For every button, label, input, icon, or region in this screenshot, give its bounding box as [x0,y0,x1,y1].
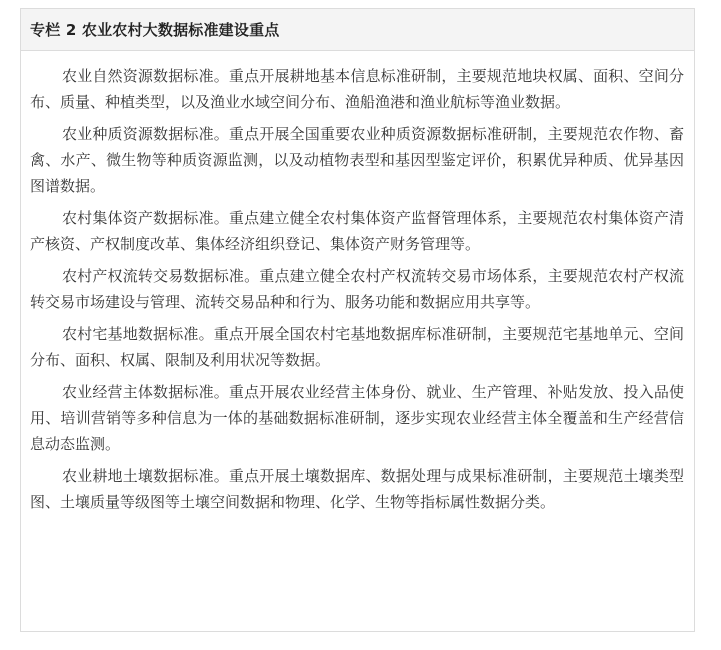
paragraph-homestead: 农村宅基地数据标准。重点开展全国农村宅基地数据库标准研制，主要规范宅基地单元、空间分布、面积、权属、限制及利用状况等数据。 [30,325,684,369]
paragraph-natural-resources: 农业自然资源数据标准。重点开展耕地基本信息标准研制，主要规范地块权属、面积、空间分布、质量、种植类型，以及渔业水域空间分布、渔船渔港和渔业航标等渔业数据。 [30,67,684,111]
paragraph-operating-entities: 农业经营主体数据标准。重点开展农业经营主体身份、就业、生产管理、补贴发放、投入品使用、培训营销等多种信息为一体的基础数据标准研制，逐步实现农业经营主体全覆盖和生产经营信息动态监测。 [30,383,684,453]
feature-box [20,8,695,632]
box-header [21,9,694,51]
paragraph-soil: 农业耕地土壤数据标准。重点开展土壤数据库、数据处理与成果标准研制，主要规范土壤类型图、土壤质量等级图等土壤空间数据和物理、化学、生物等指标属性数据分类。 [30,467,684,511]
paragraph-germplasm-resources: 农业种质资源数据标准。重点开展全国重要农业种质资源数据标准研制，主要规范农作物、畜禽、水产、微生物等种质资源监测，以及动植物表型和基因型鉴定评价，积累优异种质、优异基因图谱数据。 [30,125,684,195]
paragraph-collective-assets: 农村集体资产数据标准。重点建立健全农村集体资产监督管理体系，主要规范农村集体资产清产核资、产权制度改革、集体经济组织登记、集体资产财务管理等。 [30,209,684,253]
paragraph-property-transfer: 农村产权流转交易数据标准。重点建立健全农村产权流转交易市场体系，主要规范农村产权流转交易市场建设与管理、流转交易品种和行为、服务功能和数据应用共享等。 [30,267,684,311]
box-body [21,51,694,515]
box-title: 专栏 2 农业农村大数据标准建设重点 [30,21,280,39]
